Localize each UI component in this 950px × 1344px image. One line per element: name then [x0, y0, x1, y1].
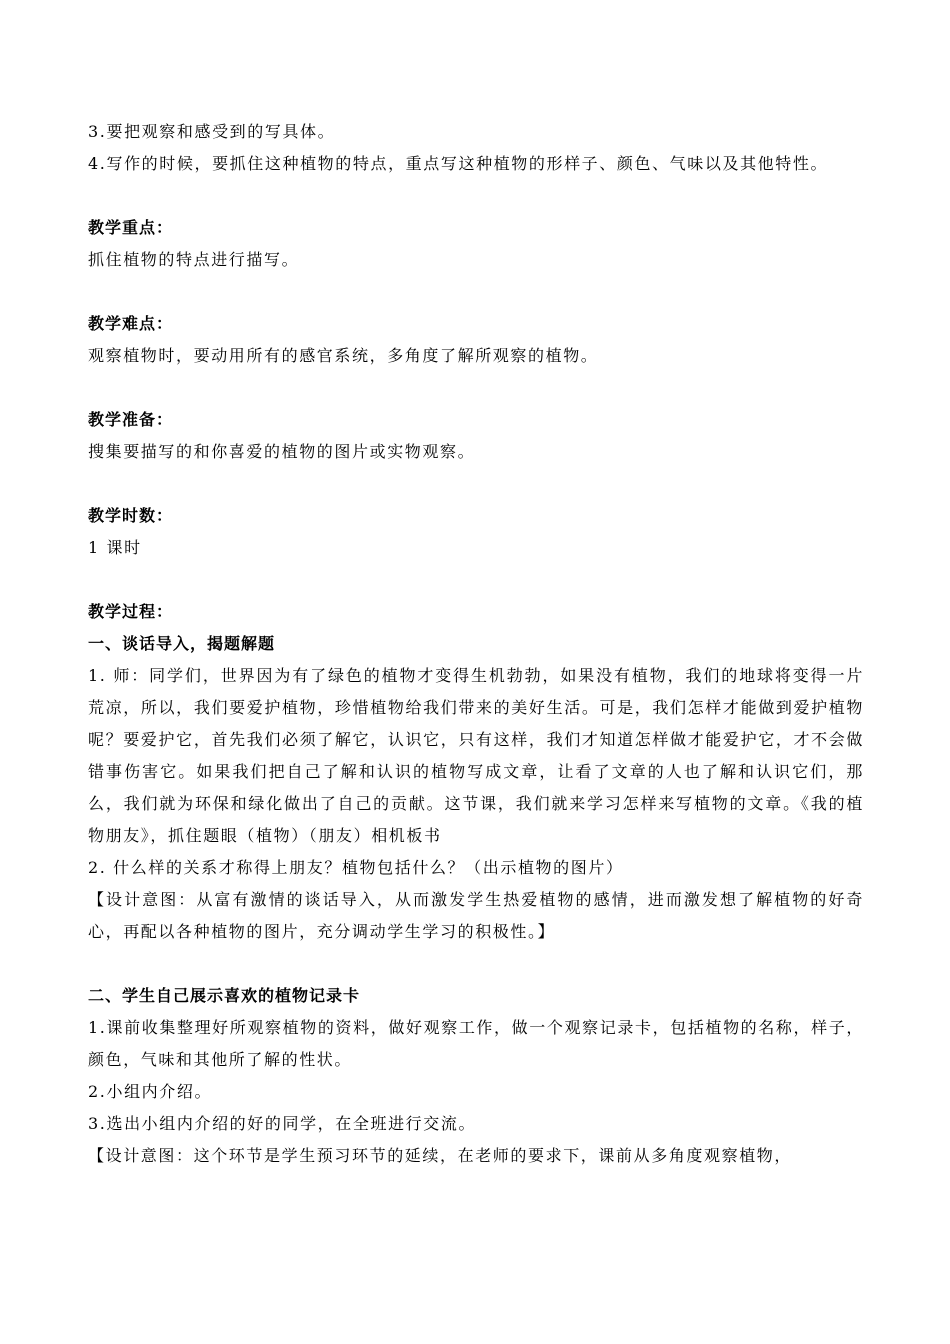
intro-item-4: 4.写作的时候，要抓住这种植物的特点，重点写这种植物的形样子、颜色、气味以及其他特性。	[88, 154, 829, 173]
section2-item2: 2.小组内介绍。	[88, 1082, 213, 1101]
section1-title: 一、谈话导入，揭题解题	[88, 634, 276, 653]
document-page	[88, 116, 864, 1172]
section1-item2: 2. 什么样的关系才称得上朋友？植物包括什么？（出示植物的图片）	[88, 858, 624, 877]
section2-title: 二、学生自己展示喜欢的植物记录卡	[88, 986, 361, 1005]
section2-item3: 3.选出小组内介绍的好的同学，在全班进行交流。	[88, 1114, 477, 1133]
process-heading: 教学过程：	[88, 602, 174, 621]
section2-item1: 1.课前收集整理好所观察植物的资料，做好观察工作，做一个观察记录卡，包括植物的名称，样子，颜色，气味和其他所了解的性状。	[88, 1018, 864, 1069]
section1-design-intent: 【设计意图：从富有激情的谈话导入，从而激发学生热爱植物的感情，进而激发想了解植物的好奇心，再配以各种植物的图片，充分调动学生学习的积极性。】	[88, 890, 864, 941]
hours-text: 1 课时	[88, 538, 142, 557]
key-point-text: 抓住植物的特点进行描写。	[88, 250, 300, 269]
preparation-heading: 教学准备：	[88, 410, 174, 429]
section2-design-intent: 【设计意图：这个环节是学生预习环节的延续，在老师的要求下，课前从多角度观察植物，	[88, 1146, 793, 1165]
difficulty-text: 观察植物时，要动用所有的感官系统，多角度了解所观察的植物。	[88, 346, 599, 365]
difficulty-heading: 教学难点：	[88, 314, 174, 333]
section1-item1: 1. 师：同学们，世界因为有了绿色的植物才变得生机勃勃，如果没有植物，我们的地球将变得一片荒凉，所以，我们要爱护植物，珍惜植物给我们带来的美好生活。可是，我们怎样才能做到爱护植物呢？要爱护它，首先我们必须了解它，认识它，只有这样，我们才知道怎样做才能爱护它，才不会做错事伤害它。如果我们把自己了解和认识的植物写成文章，让看了文章的人也了解和认识它们，那么，我们就为环保和绿化做出了自己的贡献。这节课，我们就来学习怎样来写植物的文章。《我的植物朋友》，抓住题眼（植物）（朋友）相机板书	[88, 666, 864, 845]
preparation-text: 搜集要描写的和你喜爱的植物的图片或实物观察。	[88, 442, 476, 461]
intro-item-3: 3.要把观察和感受到的写具体。	[88, 122, 336, 141]
hours-heading: 教学时数：	[88, 506, 174, 525]
key-point-heading: 教学重点：	[88, 218, 174, 237]
